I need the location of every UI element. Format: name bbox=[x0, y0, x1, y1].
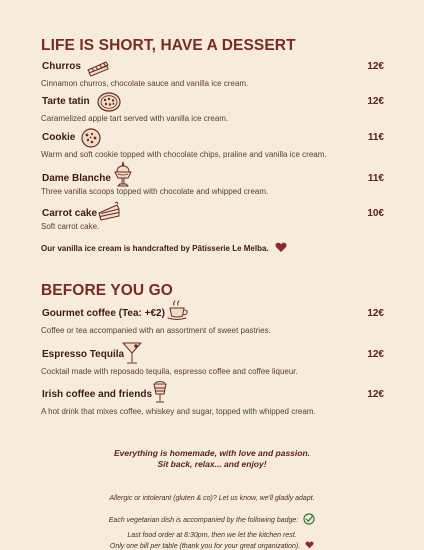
coffee-cup-icon bbox=[166, 300, 192, 324]
vegetarian-note bbox=[0, 513, 424, 525]
item-name: Cookie bbox=[42, 132, 76, 143]
item-name: Irish coffee and friends bbox=[42, 389, 153, 400]
item-price: 12€ bbox=[367, 389, 384, 400]
cake-slice-icon bbox=[97, 200, 123, 224]
cookie-icon bbox=[79, 127, 105, 151]
item-price: 11€ bbox=[367, 173, 384, 184]
cocktail-glass-icon bbox=[121, 340, 147, 368]
item-price: 10€ bbox=[367, 208, 384, 219]
item-price: 12€ bbox=[367, 61, 384, 72]
item-description: Coffee or tea accompanied with an assortment of sweet pastries. bbox=[41, 326, 271, 335]
item-description: Caramelized apple tart served with vanilla ice cream. bbox=[41, 114, 229, 123]
item-description: A hot drink that mixes coffee, whiskey and sugar, topped with whipped cream. bbox=[41, 407, 316, 416]
last-order-note: Last food order at 8:30pm, then we let the kitchen rest. bbox=[127, 532, 297, 539]
tart-icon bbox=[96, 91, 122, 115]
item-description: Cocktail made with reposado tequila, espresso coffee and coffee liqueur. bbox=[41, 367, 298, 376]
section-title-before-you-go: BEFORE YOU GO bbox=[41, 282, 173, 299]
one-bill-note bbox=[0, 541, 424, 550]
note-text: Our vanilla ice cream is handcrafted by Pâtisserie Le Melba. bbox=[41, 244, 269, 253]
item-price: 12€ bbox=[367, 308, 384, 319]
menu-item-irish-coffee bbox=[41, 387, 386, 416]
allergy-note: Allergic or intolerant (gluten & co)? Let us know, we'll gladly adapt. bbox=[109, 495, 315, 502]
item-name: Espresso Tequila bbox=[42, 349, 125, 360]
item-description: Soft carrot cake. bbox=[41, 222, 100, 231]
irish-coffee-icon bbox=[150, 380, 176, 408]
item-description: Warm and soft cookie topped with chocolate chips, praline and vanilla ice cream. bbox=[41, 150, 327, 159]
tagline-homemade: Everything is homemade, with love and passion. bbox=[113, 448, 311, 458]
item-price: 11€ bbox=[367, 132, 384, 143]
item-name: Tarte tatin bbox=[42, 96, 90, 107]
menu-item-cookie bbox=[41, 130, 386, 159]
item-name: Dame Blanche bbox=[42, 173, 111, 184]
churros-icon bbox=[85, 56, 111, 80]
menu-item-churros bbox=[41, 59, 386, 88]
menu-item-carrot-cake bbox=[41, 206, 386, 231]
menu-item-espresso-tequila bbox=[41, 347, 386, 376]
vegetarian-note-text: Each vegetarian dish is accompanied by the following badge: bbox=[108, 517, 299, 524]
item-description: Cinnamon churros, chocolate sauce and vanilla ice cream. bbox=[41, 79, 249, 88]
item-price: 12€ bbox=[367, 96, 384, 107]
item-name: Carrot cake bbox=[42, 208, 98, 219]
menu-item-dame-blanche bbox=[41, 171, 386, 196]
menu-item-gourmet-coffee bbox=[41, 306, 386, 335]
vegetarian-badge-icon bbox=[303, 513, 315, 525]
item-name: Churros bbox=[42, 61, 81, 72]
section-title-desserts: LIFE IS SHORT, HAVE A DESSERT bbox=[41, 37, 296, 54]
item-name: Gourmet coffee (Tea: +€2) bbox=[42, 308, 165, 319]
item-price: 12€ bbox=[367, 349, 384, 360]
ice-cream-note bbox=[41, 242, 287, 253]
tagline-relax: Sit back, relax... and enjoy! bbox=[157, 459, 267, 469]
heart-icon bbox=[275, 242, 287, 253]
item-description: Three vanilla scoops topped with chocolate and whipped cream. bbox=[41, 187, 269, 196]
one-bill-text: Only one bill per table (thank you for your great organization). bbox=[109, 543, 301, 550]
menu-item-tarte-tatin bbox=[41, 94, 386, 123]
